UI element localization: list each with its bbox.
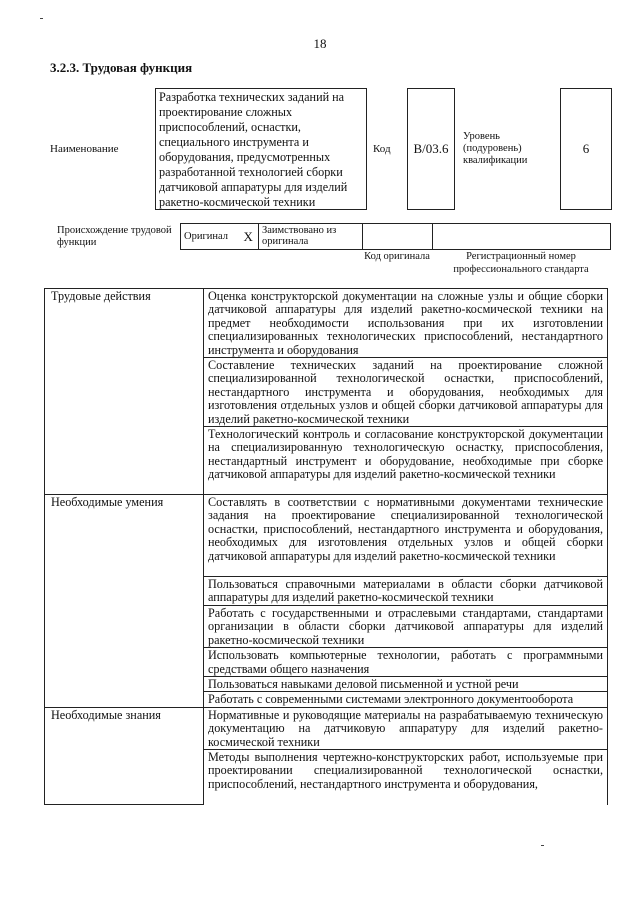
table-row [45, 495, 608, 577]
section-title: 3.2.3. Трудовая функция [50, 60, 193, 75]
table-cell: Пользоваться справочными материалами в области сборки датчиковой аппаратуры для изделий ракетно-космической техники [204, 577, 608, 606]
reg-number-cell [433, 224, 611, 250]
function-name-box [155, 88, 367, 210]
category-cell: Трудовые действия [45, 289, 204, 495]
table-cell: Составление технических заданий на проектирование сложной специализированной технологической оснастки, приспособлений, нестандартного инструмента и оборудования, необходимых для изготовления отдельных узлов и общей сборки датчиковой аппаратуры для изделий ракетно-космической техники [204, 358, 608, 427]
code-original-label: Код оригинала [364, 251, 430, 262]
name-label: Наименование [50, 143, 119, 155]
origin-table [180, 223, 611, 250]
table-cell: Методы выполнения чертежно-конструкторских работ, используемые при проектировании специализированной технологической оснастки, приспособлений, нестандартного инструмента и оборудования, [204, 749, 608, 805]
table-cell: Работать с государственными и отраслевыми стандартами, стандартами организации в области сборки датчиковой аппаратуры для изделий ракетно-космической техники [204, 605, 608, 647]
main-table [44, 288, 608, 805]
code-box [407, 88, 455, 210]
borrowed-label: Заимствовано из оригинала [262, 225, 337, 247]
original-mark-cell [239, 224, 259, 250]
category-cell: Необходимые знания [45, 707, 204, 805]
page-number: 18 [313, 36, 327, 51]
original-mark: X [243, 229, 253, 244]
table-cell: Технологический контроль и согласование конструкторской документации на специализированную технологическую оснастку, приспособления, нестандартный инструмент и оборудование, необходимые при сборке датчиковой аппаратуры для изделий ракетно-космической техники [204, 427, 608, 495]
code-value: B/03.6 [413, 141, 449, 156]
original-cell [181, 224, 239, 250]
origin-label: Происхождение трудовой функции [57, 225, 172, 248]
table-row [45, 289, 608, 358]
function-name-text: Разработка технических заданий на проектирование сложных приспособлений, оснастки, специального инструмента и оборудования, предусмотренных разработанной технологией сборки датчиковой аппаратуры для изделий ракетно-космической техники [159, 90, 348, 209]
table-cell: Использовать компьютерные технологии, работать с программными средствами общего назначения [204, 648, 608, 677]
table-cell: Нормативные и руководящие материалы на разрабатываемую техническую документацию на датчиковую аппаратуру для изделий ракетно-космической техники [204, 707, 608, 749]
table-cell: Пользоваться навыками деловой письменной и устной речи [204, 676, 608, 691]
level-label: Уровень (подуровень) квалификации [463, 131, 528, 166]
scan-mark [40, 18, 43, 19]
table-row [45, 707, 608, 749]
table-cell: Оценка конструкторской документации на сложные узлы и общие сборки датчиковой аппаратуры для изделий ракетно-космической техники на предмет необходимости использования при их изготовлении специализированных технологических приспособлений, нестандартного инструмента и оборудования [204, 289, 608, 358]
table-cell: Составлять в соответствии с нормативными документами технические задания на проектирование специализированной технологической оснастки, приспособлений, нестандартного инструмента и оборудования, необходимых для изготовления отдельных узлов и общей сборки датчиковой аппаратуры для изделий ракетно-космической техники [204, 495, 608, 577]
table-cell: Работать с современными системами электронного документооборота [204, 692, 608, 707]
original-code-cell [363, 224, 433, 250]
reg-number-label: Регистрационный номер профессионального стандарта [453, 251, 589, 275]
borrowed-cell [259, 224, 363, 250]
category-cell: Необходимые умения [45, 495, 204, 708]
level-box [560, 88, 612, 210]
level-value: 6 [582, 141, 590, 156]
original-label: Оригинал [184, 231, 228, 242]
scan-mark [541, 845, 544, 846]
code-label: Код [373, 143, 391, 155]
